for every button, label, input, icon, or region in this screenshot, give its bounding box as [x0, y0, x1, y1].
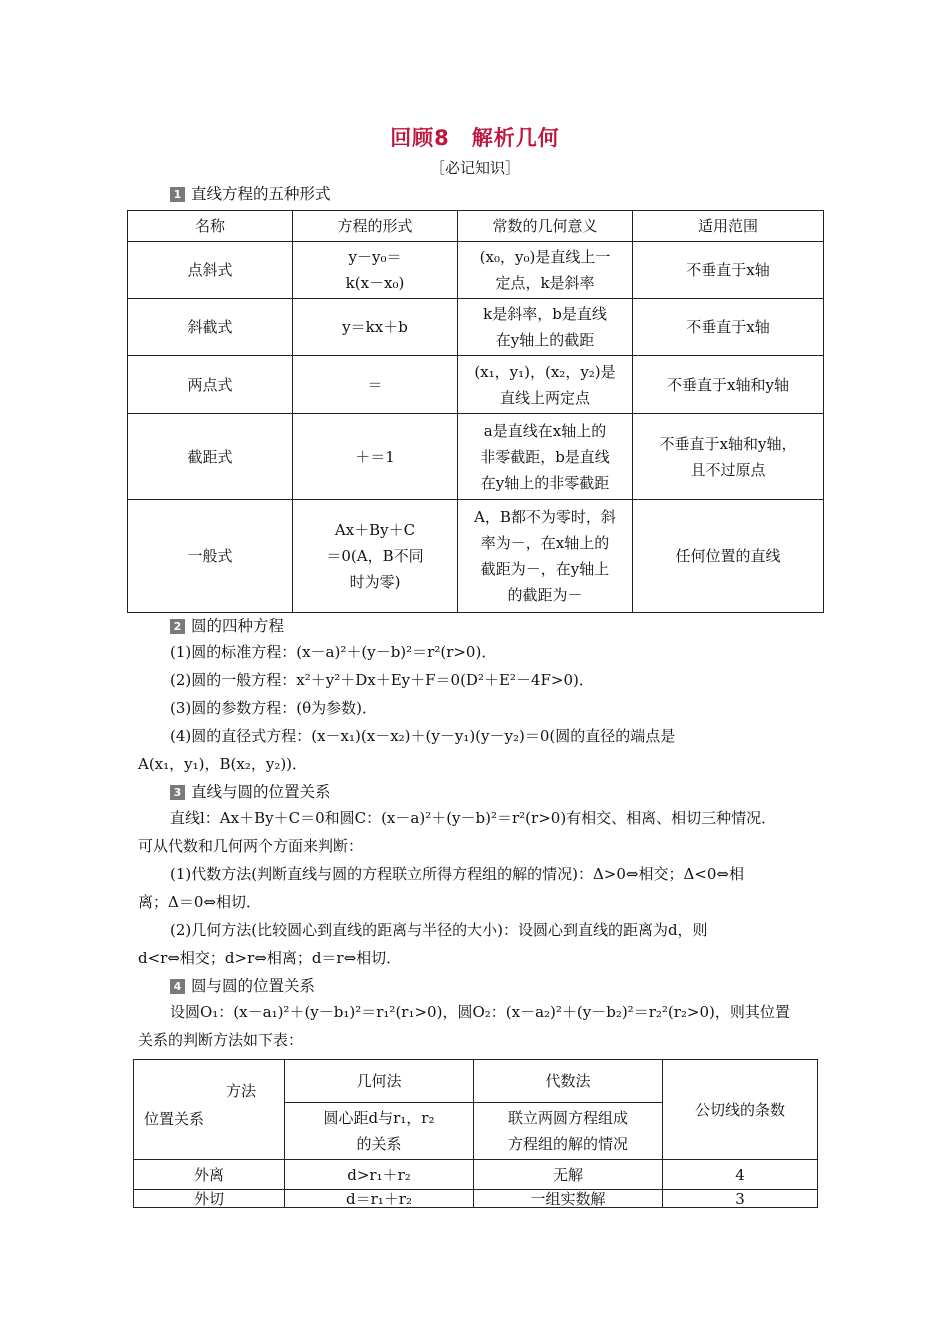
form-scope: 不垂直于x轴: [633, 299, 824, 356]
table-header: 常数的几何意义: [458, 211, 633, 242]
corner-method-label: 方法: [225, 1082, 256, 1100]
section-heading-4: [170, 974, 315, 996]
circle-eq-general: (2)圆的一般方程：x²＋y²＋Dx＋Ey＋F＝0(D²＋E²－4F>0)．: [170, 671, 594, 689]
equation-line: Ax＋By＋C: [334, 521, 416, 539]
meaning-line: 率为－，在x轴上的: [480, 534, 610, 552]
line-circle-text: [138, 804, 818, 972]
alg-header: 代数法: [474, 1060, 663, 1103]
scope-line: 不垂直于x轴和y轴，: [659, 434, 797, 453]
tangent-count-header: 公切线的条数: [663, 1060, 818, 1160]
form-equation: ＝: [293, 356, 458, 414]
section-number-badge: 1: [170, 187, 185, 202]
meaning-line: k是斜率，b是直线: [483, 305, 607, 323]
table-row: [134, 1190, 818, 1208]
meaning-line: 定点，k是斜率: [495, 274, 595, 292]
circle-eq-parametric: (3)圆的参数方程：(θ为参数)．: [170, 699, 377, 717]
section-heading-2: [170, 614, 284, 636]
form-name: 截距式: [128, 414, 293, 500]
subheader-line: 圆心距d与r₁，r₂: [323, 1109, 435, 1127]
form-name: 两点式: [128, 356, 293, 414]
form-meaning: [458, 500, 633, 613]
table-header: 名称: [128, 211, 293, 242]
section-label: 直线方程的五种形式: [191, 185, 331, 203]
section-heading-1: [170, 182, 331, 204]
relation-name: 外离: [134, 1160, 285, 1190]
diagonal-header-cell: [134, 1060, 285, 1160]
scope-line: 且不过原点: [690, 460, 766, 479]
form-meaning: [458, 299, 633, 356]
subheader-line: 的关系: [356, 1135, 402, 1153]
table-row: [128, 414, 824, 500]
page-title: 回顾8 解析几何: [390, 126, 560, 150]
meaning-line: 在y轴上的截距: [495, 331, 595, 349]
table-row: [128, 299, 824, 356]
circle-eq-diameter-cont: A(x₁，y₁)，B(x₂，y₂))．: [138, 755, 308, 773]
meaning-line: 的截距为－: [507, 586, 583, 604]
section-label: 圆与圆的位置关系: [191, 977, 316, 995]
circle-eq-standard: (1)圆的标准方程：(x－a)²＋(y－b)²＝r²(r>0)．: [170, 643, 497, 661]
form-equation: ＋＝1: [293, 414, 458, 500]
section-number-badge: 3: [170, 785, 185, 800]
form-name: 斜截式: [128, 299, 293, 356]
meaning-line: (x₀，y₀)是直线上一: [479, 248, 611, 266]
table-row: [134, 1160, 818, 1190]
meaning-line: 在y轴上的非零截距: [480, 473, 610, 492]
paragraph-line: (1)代数方法(判断直线与圆的方程联立所得方程组的解的情况)：Δ>0⇔相交；Δ<0⇔相: [170, 865, 744, 883]
form-meaning: [458, 356, 633, 414]
tangent-count: 4: [663, 1160, 818, 1190]
paragraph-line: 离；Δ＝0⇔相切．: [138, 893, 261, 911]
circle-relation-table: [133, 1059, 818, 1208]
circle-circle-text: [138, 998, 818, 1054]
geo-condition: d>r₁＋r₂: [285, 1160, 474, 1190]
section-label: 直线与圆的位置关系: [191, 783, 331, 801]
alg-subheader: [474, 1103, 663, 1160]
equation-line: ＝0(A，B不同: [326, 547, 424, 565]
meaning-line: 直线上两定点: [499, 388, 590, 407]
paragraph-line: 设圆O₁：(x－a₁)²＋(y－b₁)²＝r₁²(r₁>0)，圆O₂：(x－a₂)²＋(y－b₂)²＝r₂²(r₂>0)，则其位置: [170, 1003, 790, 1021]
meaning-line: 截距为－，在y轴上: [480, 560, 610, 578]
alg-condition: 一组实数解: [474, 1190, 663, 1208]
paragraph-line: d<r⇔相交；d>r⇔相离；d＝r⇔相切．: [138, 949, 402, 967]
relation-name: 外切: [134, 1190, 285, 1208]
meaning-line: a是直线在x轴上的: [483, 421, 607, 440]
page-subtitle: ［必记知识］: [429, 159, 520, 177]
table-header-row: [134, 1060, 818, 1103]
form-scope: 不垂直于x轴和y轴: [633, 356, 824, 414]
circle-equations: [138, 638, 818, 778]
equation-line: k(x－x₀): [345, 274, 405, 292]
tangent-count: 3: [663, 1190, 818, 1208]
corner-relation-label: 位置关系: [144, 1110, 205, 1128]
form-meaning: [458, 414, 633, 500]
geo-header: 几何法: [285, 1060, 474, 1103]
subheader-line: 方程组的解的情况: [507, 1135, 628, 1153]
form-scope: 任何位置的直线: [633, 500, 824, 613]
form-equation: y＝kx＋b: [293, 299, 458, 356]
equation-line: y－y₀＝: [348, 248, 402, 266]
meaning-line: A，B都不为零时，斜: [474, 508, 616, 526]
paragraph-line: (2)几何方法(比较圆心到直线的距离与半径的大小)：设圆心到直线的距离为d，则: [170, 921, 708, 939]
meaning-line: (x₁，y₁)，(x₂，y₂)是: [474, 362, 616, 381]
form-equation: [293, 500, 458, 613]
form-meaning: [458, 242, 633, 299]
form-scope: 不垂直于x轴: [633, 242, 824, 299]
table-row: [128, 500, 824, 613]
line-forms-table: [127, 210, 824, 613]
table-row: [128, 356, 824, 414]
form-scope: [633, 414, 824, 500]
table-header: 适用范围: [633, 211, 824, 242]
form-name: 点斜式: [128, 242, 293, 299]
alg-condition: 无解: [474, 1160, 663, 1190]
paragraph-line: 关系的判断方法如下表：: [138, 1031, 304, 1049]
geo-condition: d＝r₁＋r₂: [285, 1190, 474, 1208]
section-number-badge: 4: [170, 979, 185, 994]
form-equation: [293, 242, 458, 299]
form-name: 一般式: [128, 500, 293, 613]
subheader-line: 联立两圆方程组成: [507, 1109, 628, 1127]
meaning-line: 非零截距，b是直线: [480, 447, 610, 466]
section-number-badge: 2: [170, 619, 185, 634]
geo-subheader: [285, 1103, 474, 1160]
paragraph-line: 可从代数和几何两个方面来判断：: [138, 837, 364, 855]
paragraph-line: 直线l：Ax＋By＋C＝0和圆C：(x－a)²＋(y－b)²＝r²(r>0)有相交、相离、相切三种情况．: [170, 809, 777, 827]
table-header-row: [128, 211, 824, 242]
circle-eq-diameter: (4)圆的直径式方程：(x－x₁)(x－x₂)＋(y－y₁)(y－y₂)＝0(圆的直径的端点是: [170, 727, 676, 745]
section-heading-3: [170, 780, 331, 802]
table-row: [128, 242, 824, 299]
equation-line: 时为零): [349, 573, 401, 591]
table-header: 方程的形式: [293, 211, 458, 242]
section-label: 圆的四种方程: [191, 617, 285, 635]
